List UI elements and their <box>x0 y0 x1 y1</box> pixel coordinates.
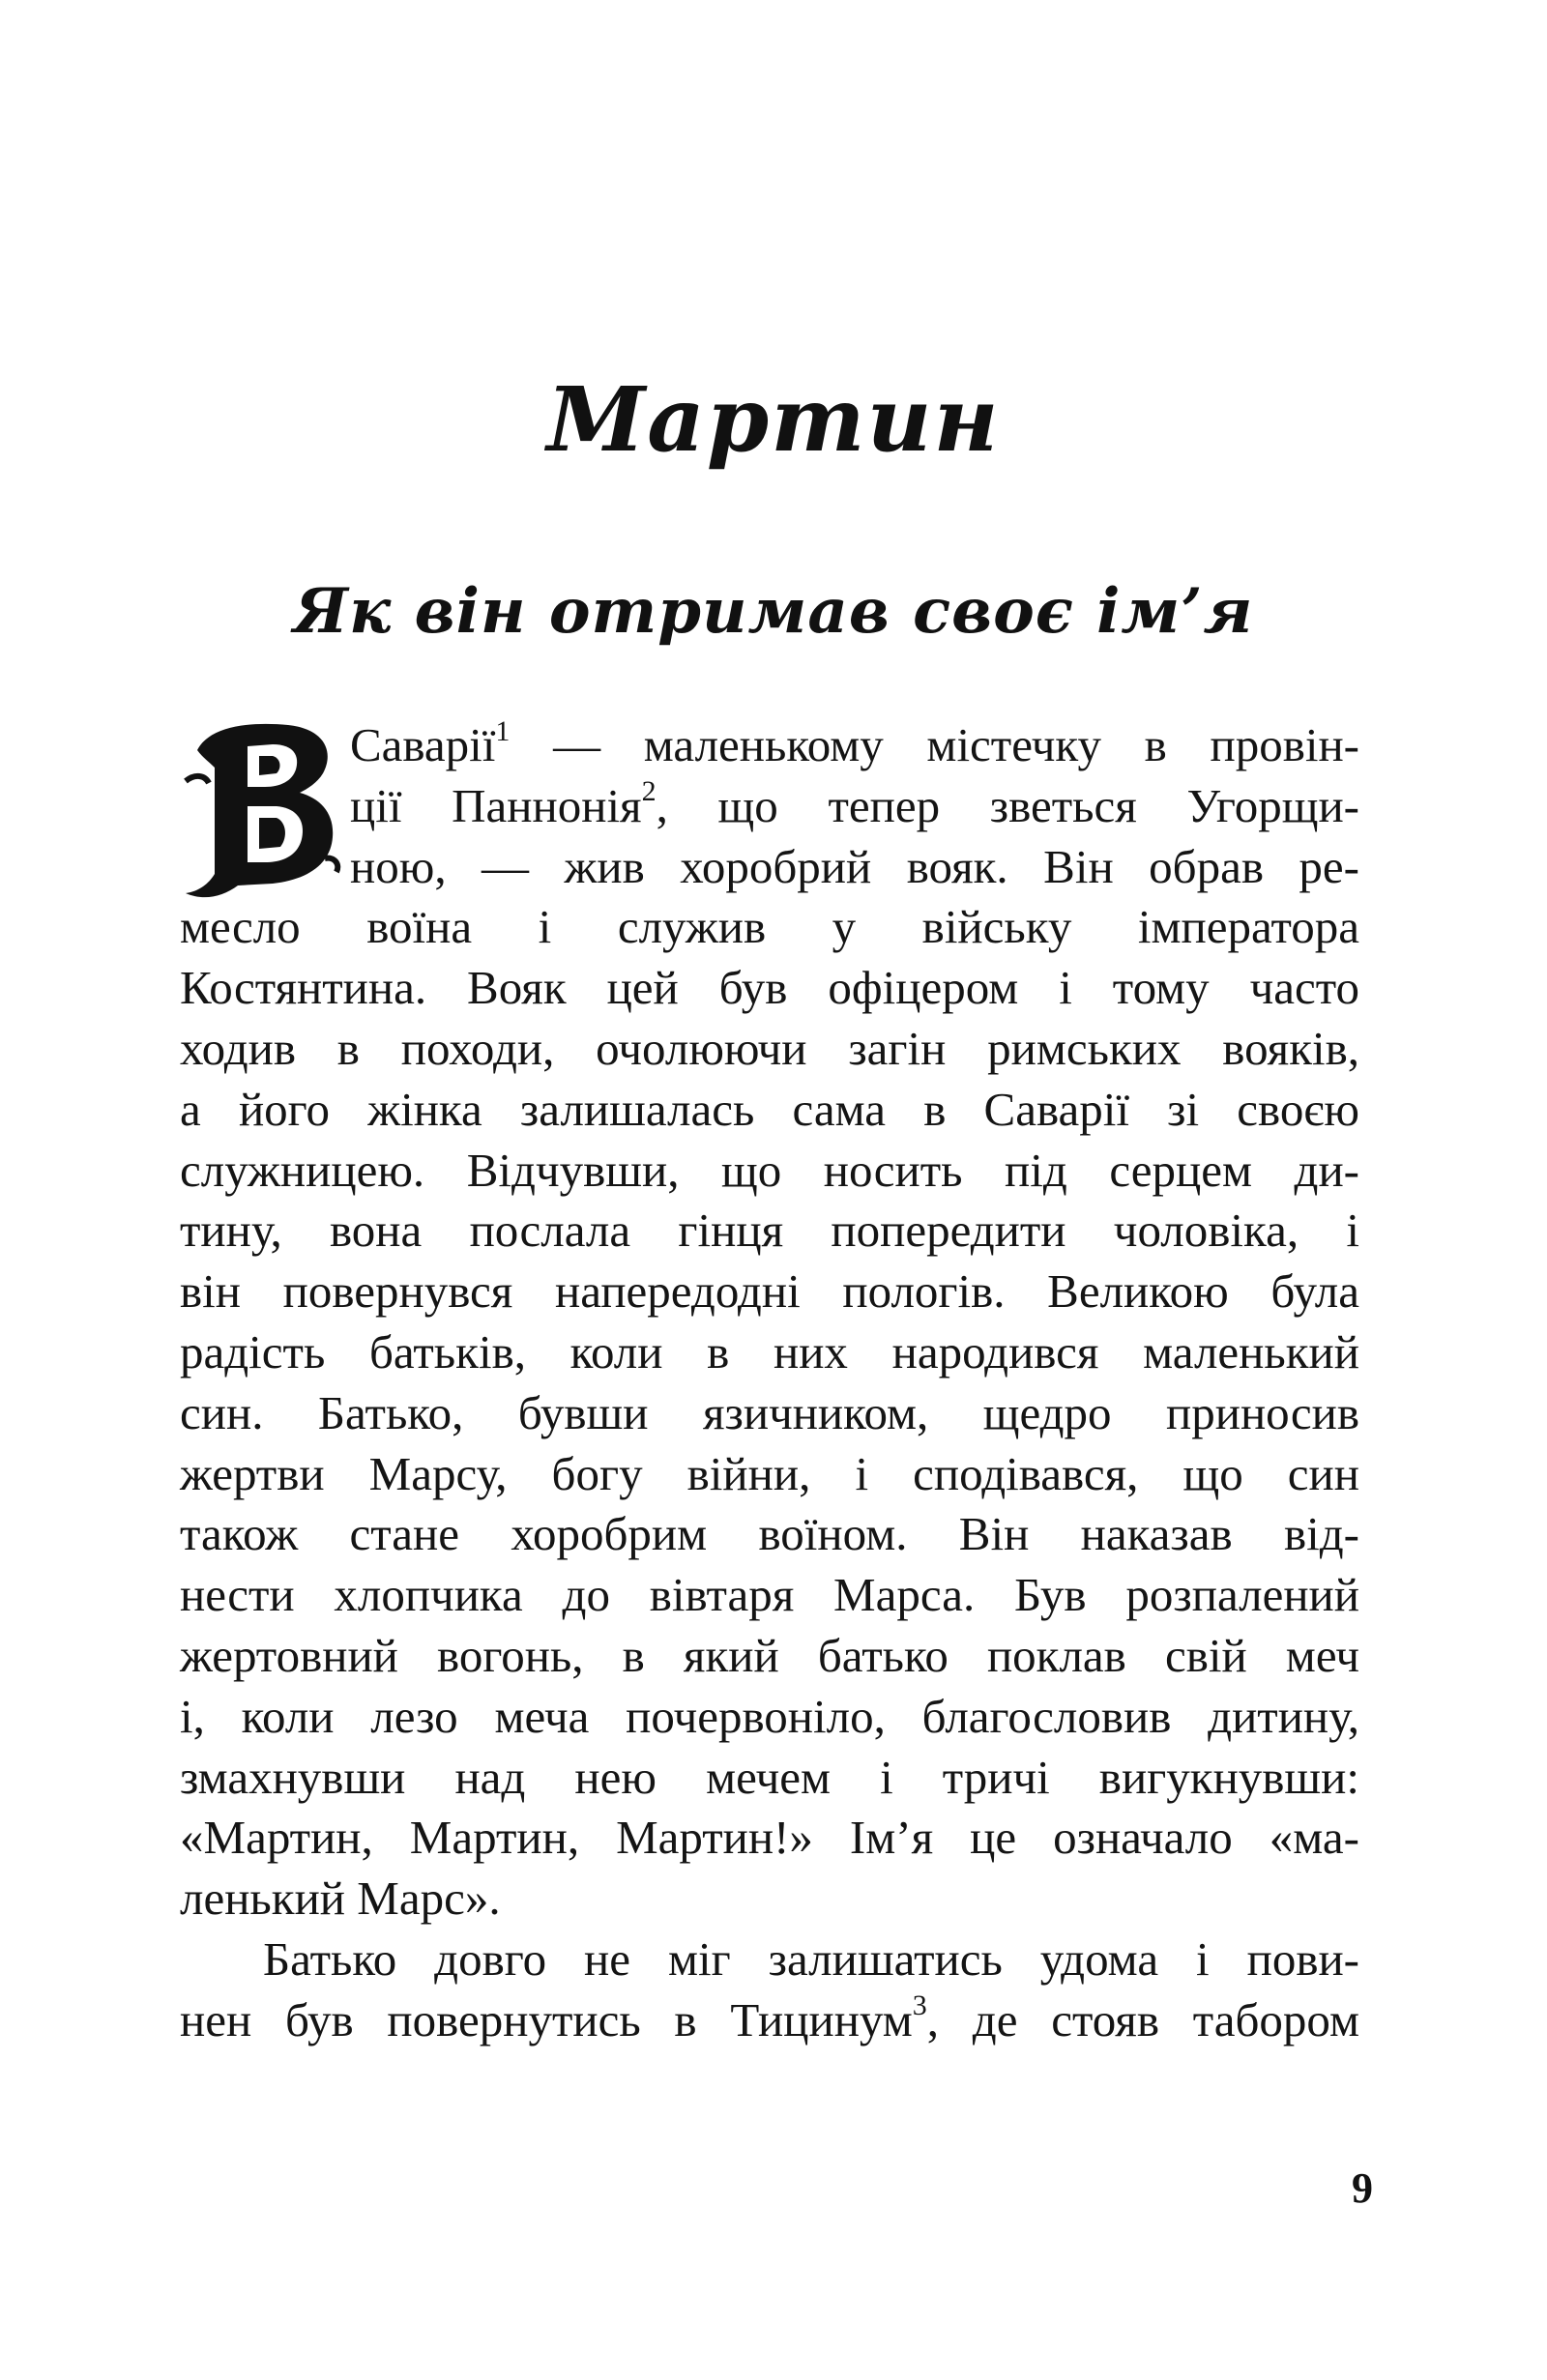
text-line: жертви Марсу, богу війни, і сподівався, що син <box>180 1446 1359 1500</box>
text-line: ною, — жив хоробрий вояк. Він обрав ре- <box>350 839 1359 893</box>
paragraph <box>180 1930 1359 2051</box>
chapter-text <box>180 715 1359 2051</box>
text-line: ленький Марс». <box>180 1872 501 1926</box>
text-line: нести хлопчика до вівтаря Марса. Був розпалений <box>180 1568 1359 1622</box>
text-line: і, коли лезо меча почервоніло, благословив дитину, <box>180 1689 1359 1743</box>
text-line: змахнувши над нею мечем і тричі вигукнувши: <box>180 1750 1359 1804</box>
text-line: Батько довго не міг залишатись удома і пови- <box>263 1931 1359 1986</box>
text-line: тину, вона послала гінця попередити чоловіка, і <box>180 1204 1359 1258</box>
text-line: він повернувся напередодні пологів. Великою була <box>180 1264 1359 1319</box>
text-line: також стане хоробрим воїном. Він наказав від- <box>180 1507 1359 1561</box>
text-line: син. Батько, бувши язичником, щедро приносив <box>180 1385 1359 1439</box>
page-number: 9 <box>1352 2164 1373 2212</box>
text-line: «Мартин, Мартин, Мартин!» Ім’я це означало «ма- <box>180 1811 1359 1865</box>
chapter-title: Мартин <box>546 367 1001 472</box>
footnote-ref[interactable]: 1 <box>495 714 511 747</box>
footnote-ref[interactable]: 3 <box>912 1989 927 2022</box>
text-line: служницею. Відчувши, що носить під серцем ди- <box>180 1143 1359 1197</box>
text-line: радість батьків, коли в них народився маленький <box>180 1324 1359 1379</box>
text-line: а його жінка залишалась сама в Саварії зі своєю <box>180 1082 1359 1136</box>
text-line: ходив в походи, очолюючи загін римських вояків, <box>180 1021 1359 1075</box>
text-line: Костянтина. Вояк цей був офіцером і тому часто <box>180 961 1359 1015</box>
text-line: нен був повернутись в Тицинум$^3$, де стояв табором <box>180 1989 1359 2046</box>
footnote-ref[interactable]: 2 <box>641 775 657 808</box>
text-line: жертовний вогонь, в який батько поклав свій меч <box>180 1628 1359 1682</box>
text-line: ції Паннонія$^2$, що тепер зветься Угорщи- <box>350 775 1359 832</box>
text-line: Саварії$^1$ — маленькому містечку в провін- <box>350 714 1359 771</box>
paragraph <box>180 715 1359 1930</box>
text-line: месло воїна і служив у війську імператора <box>180 900 1359 954</box>
chapter-subtitle: Як він отримав своє ім’я <box>293 575 1254 648</box>
